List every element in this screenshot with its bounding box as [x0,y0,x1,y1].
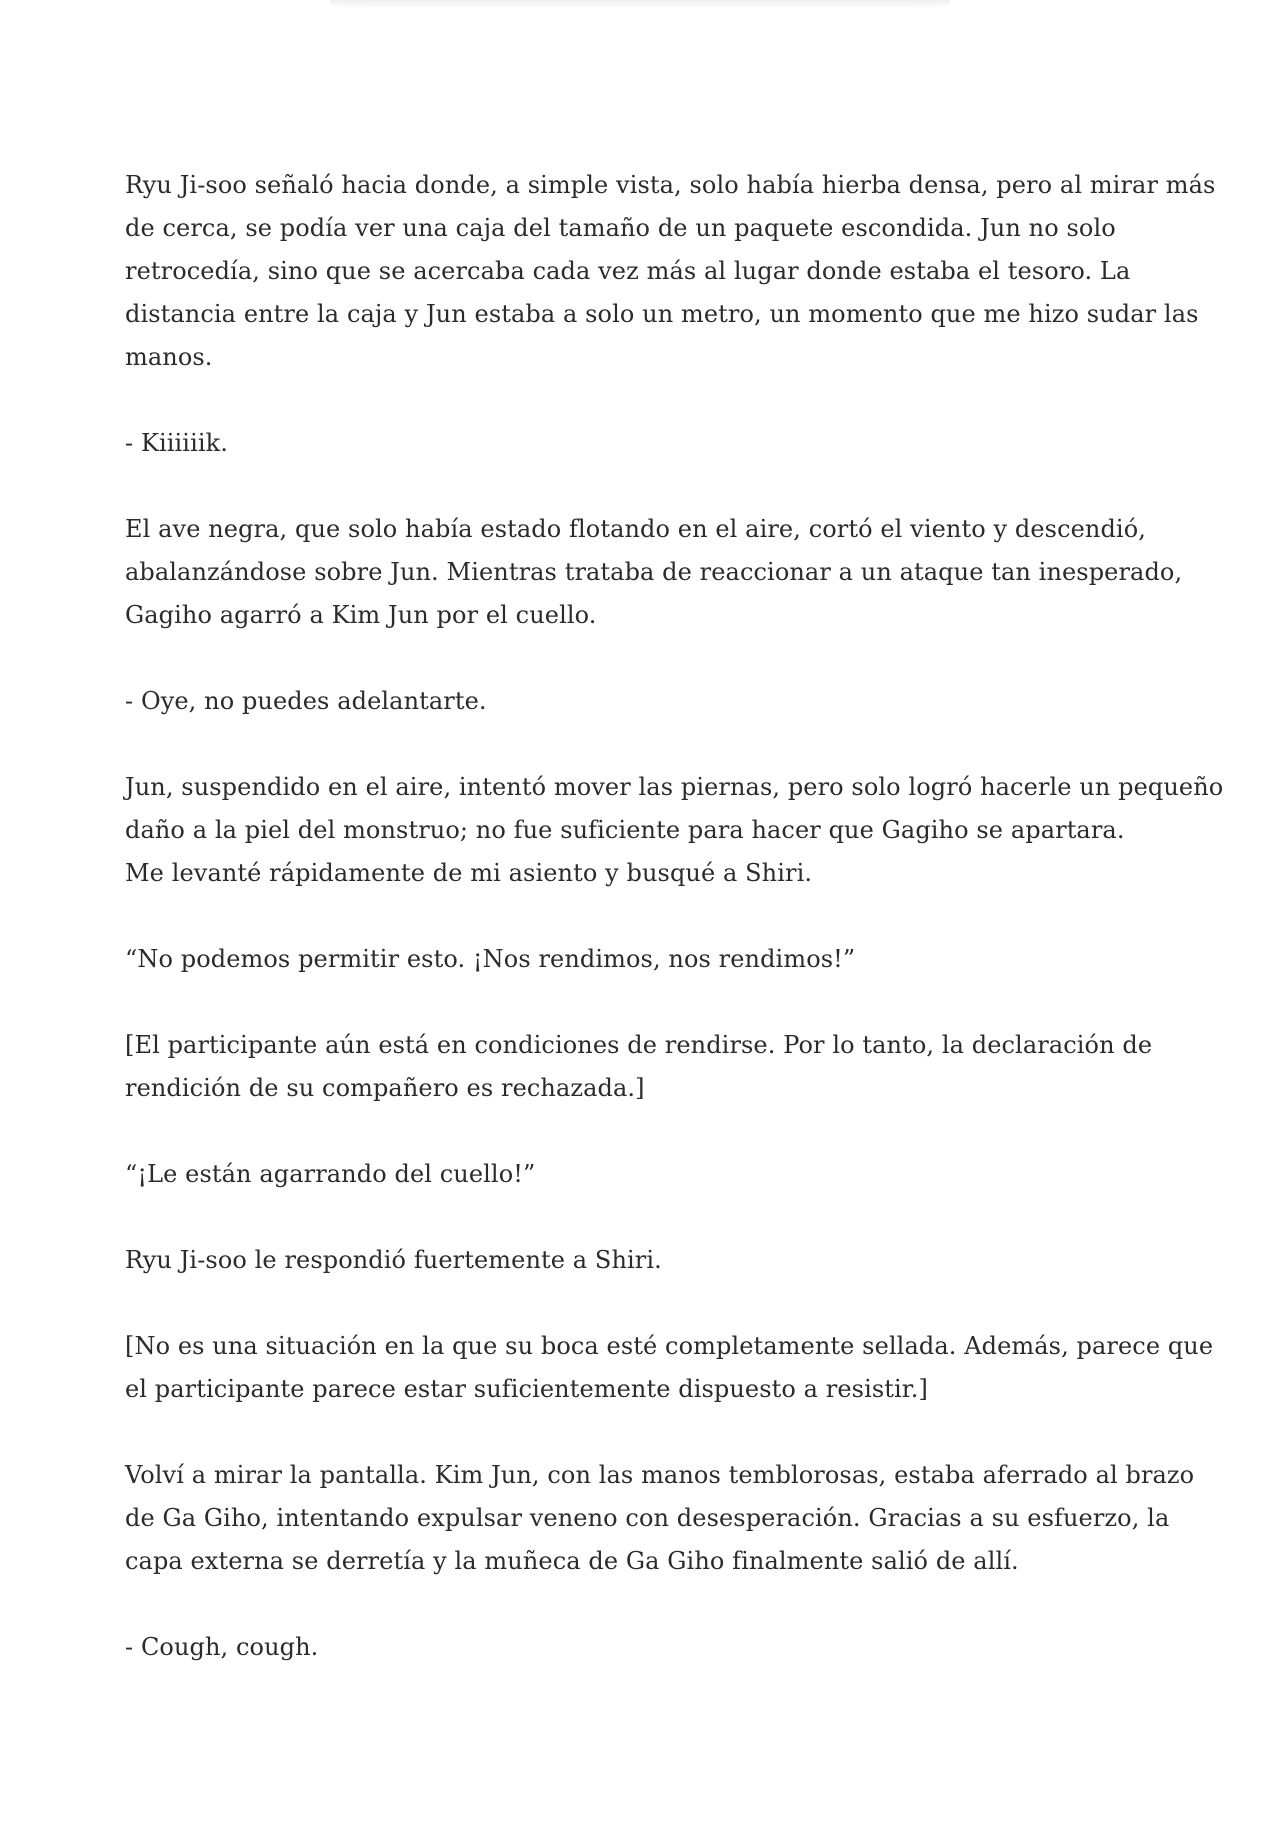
text-line: “No podemos permitir esto. ¡Nos rendimos, nos rendimos!” [125,945,856,973]
text-line: daño a la piel del monstruo; no fue suficiente para hacer que Gagiho se apartara. [125,816,1125,844]
text-line: Volví a mirar la pantalla. Kim Jun, con las manos temblorosas, estaba aferrado al brazo [125,1461,1195,1489]
text-line: distancia entre la caja y Jun estaba a solo un metro, un momento que me hizo sudar las [125,300,1199,328]
text-line: Ryu Ji-soo le respondió fuertemente a Shiri. [125,1246,662,1274]
paragraph [125,680,1165,723]
paragraph [125,1153,1165,1196]
text-line: de Ga Giho, intentando expulsar veneno con desesperación. Gracias a su esfuerzo, la [125,1504,1170,1532]
text-line: retrocedía, sino que se acercaba cada vez más al lugar donde estaba el tesoro. La [125,257,1131,285]
text-line: de cerca, se podía ver una caja del tamaño de un paquete escondida. Jun no solo [125,214,1116,242]
text-line: manos. [125,343,213,371]
text-line: el participante parece estar suficientemente dispuesto a resistir.] [125,1375,928,1403]
paragraph [125,508,1183,637]
text-line: - Kiiiiiik. [125,429,228,457]
text-line: Me levanté rápidamente de mi asiento y busqué a Shiri. [125,859,813,887]
paragraph [125,766,1224,895]
text-line: abalanzándose sobre Jun. Mientras trataba de reaccionar a un ataque tan inesperado, [125,558,1183,586]
text-line: capa externa se derretía y la muñeca de Ga Giho finalmente salió de allí. [125,1547,1019,1575]
paragraph [125,1239,1165,1282]
text-line: [El participante aún está en condiciones de rendirse. Por lo tanto, la declaración de [125,1031,1153,1059]
text-line: “¡Le están agarrando del cuello!” [125,1160,536,1188]
paragraph [125,1626,1165,1669]
paragraph [125,1024,1165,1110]
text-line: Ryu Ji-soo señaló hacia donde, a simple vista, solo había hierba densa, pero al mirar más [125,171,1216,199]
document-page [125,164,1224,1712]
paragraph [125,938,1165,981]
text-line: El ave negra, que solo había estado flotando en el aire, cortó el viento y descendió, [125,515,1146,543]
paragraph [125,1325,1214,1411]
page-top-shadow [330,0,950,10]
text-line: [No es una situación en la que su boca esté completamente sellada. Además, parece que [125,1332,1214,1360]
paragraph [125,164,1216,379]
text-line: rendición de su compañero es rechazada.] [125,1074,645,1102]
text-line: Gagiho agarró a Kim Jun por el cuello. [125,601,597,629]
paragraph [125,422,1165,465]
paragraph [125,1454,1195,1583]
text-line: Jun, suspendido en el aire, intentó mover las piernas, pero solo logró hacerle un pequeño [125,773,1224,801]
text-line: - Cough, cough. [125,1633,319,1661]
text-line: - Oye, no puedes adelantarte. [125,687,487,715]
